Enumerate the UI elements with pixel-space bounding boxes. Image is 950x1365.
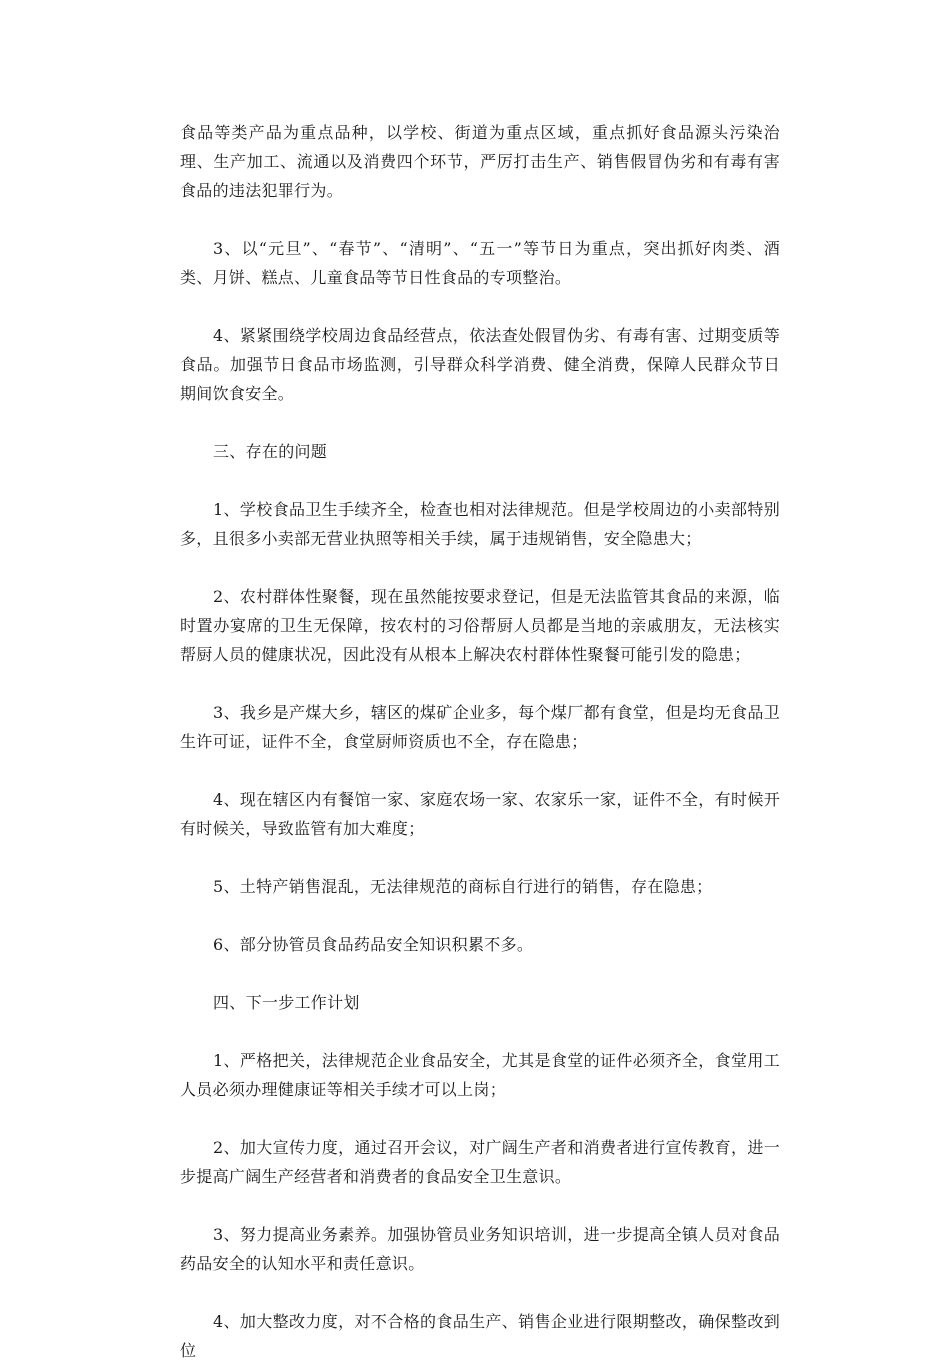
problem-item-6: 6、部分协管员食品药品安全知识积累不多。 <box>213 935 534 954</box>
problem-item-5: 5、土特产销售混乱，无法律规范的商标自行进行的销售，存在隐患； <box>213 877 713 896</box>
paragraph-holiday-focus: 3、以“元旦”、“春节”、“清明”、“五一”等节日为重点，突出抓好肉类、酒类、月饼、糕点、儿童食品等节日性食品的专项整治。 <box>180 239 780 287</box>
section-heading-next-steps: 四、下一步工作计划 <box>213 993 360 1012</box>
plan-item-3: 3、努力提高业务素养。加强协管员业务知识培训，进一步提高全镇人员对食品药品安全的认知水平和责任意识。 <box>180 1225 780 1273</box>
problem-item-2: 2、农村群体性聚餐，现在虽然能按要求登记，但是无法监管其食品的来源，临时置办宴席的卫生无保障，按农村的习俗帮厨人员都是当地的亲戚朋友，无法核实帮厨人员的健康状况，因此没有从根本上解决农村群体性聚餐可能引发的隐患； <box>180 587 780 664</box>
plan-item-4: 4、加大整改力度，对不合格的食品生产、销售企业进行限期整改，确保整改到位 <box>180 1312 780 1360</box>
document-body <box>180 118 780 1365</box>
paragraph-school-surroundings: 4、紧紧围绕学校周边食品经营点，依法查处假冒伪劣、有毒有害、过期变质等食品。加强节日食品市场监测，引导群众科学消费、健全消费，保障人民群众节日期间饮食安全。 <box>180 326 780 403</box>
problem-item-4: 4、现在辖区内有餐馆一家、家庭农场一家、农家乐一家，证件不全，有时候开有时候关，导致监管有加大难度； <box>180 790 780 838</box>
plan-item-1: 1、严格把关，法律规范企业食品安全，尤其是食堂的证件必须齐全，食堂用工人员必须办理健康证等相关手续才可以上岗； <box>180 1051 780 1099</box>
section-heading-problems: 三、存在的问题 <box>213 442 328 461</box>
problem-item-3: 3、我乡是产煤大乡，辖区的煤矿企业多，每个煤厂都有食堂，但是均无食品卫生许可证，证件不全，食堂厨师资质也不全，存在隐患； <box>180 703 780 751</box>
plan-item-2: 2、加大宣传力度，通过召开会议，对广阔生产者和消费者进行宣传教育，进一步提高广阔生产经营者和消费者的食品安全卫生意识。 <box>180 1138 780 1186</box>
paragraph-continuation: 食品等类产品为重点品种，以学校、街道为重点区域，重点抓好食品源头污染治理、生产加工、流通以及消费四个环节，严厉打击生产、销售假冒伪劣和有毒有害食品的违法犯罪行为。 <box>180 123 780 200</box>
problem-item-1: 1、学校食品卫生手续齐全，检查也相对法律规范。但是学校周边的小卖部特别多，且很多小卖部无营业执照等相关手续，属于违规销售，安全隐患大； <box>180 500 780 548</box>
